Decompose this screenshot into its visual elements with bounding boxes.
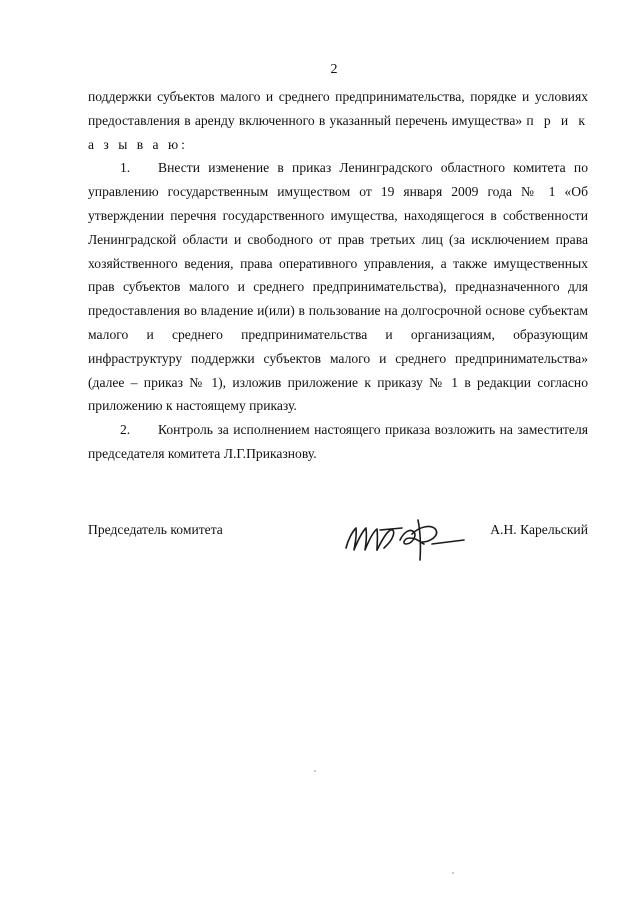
handwritten-signature: [340, 510, 470, 565]
order-item-number: 2.: [120, 422, 131, 438]
scan-speck: [452, 872, 454, 874]
order-item-2: [88, 418, 588, 466]
intro-text: поддержки субъектов малого и среднего предпринимательства, порядке и условиях предоставления в аренду включенного в указанный перечень имущества»: [88, 89, 588, 128]
signature-block: [88, 510, 588, 570]
page-number: 2: [330, 62, 338, 77]
signer-title: Председатель комитета: [88, 522, 223, 537]
order-word: п р и к а з ы в а ю:: [88, 112, 588, 152]
order-item-text: Контроль за исполнением настоящего приказа возложить на заместителя председателя комитета Л.Г.Приказнову.: [88, 422, 588, 461]
order-item-number: 1.: [120, 160, 131, 176]
scan-speck: [314, 770, 316, 772]
order-item-text: Внести изменение в приказ Ленинградского областного комитета по управлению государственным имуществом от 19 января 2009 года № 1 «Об утверждении перечня государственного имущества, находящегося в собственности Ленинградской области и свободного от прав третьих лиц (за исключением права хозяйственного ведения, права оперативного управления, а также имущественных прав субъектов малого и среднего предпринимательства), предназначенного для предоставления во владение и(или) в пользование на долгосрочной основе субъектам малого и среднего предпринимательства и организациям, образующим инфраструктуру поддержки субъектов малого и среднего предпринимательства» (далее – приказ № 1), изложив приложение к приказу № 1 в редакции согласно приложению к настоящему приказу.: [88, 160, 588, 414]
intro-paragraph: [88, 85, 588, 156]
signer-name: А.Н. Карельский: [490, 522, 588, 537]
order-item-1: [88, 156, 588, 418]
order-body: [88, 85, 588, 466]
